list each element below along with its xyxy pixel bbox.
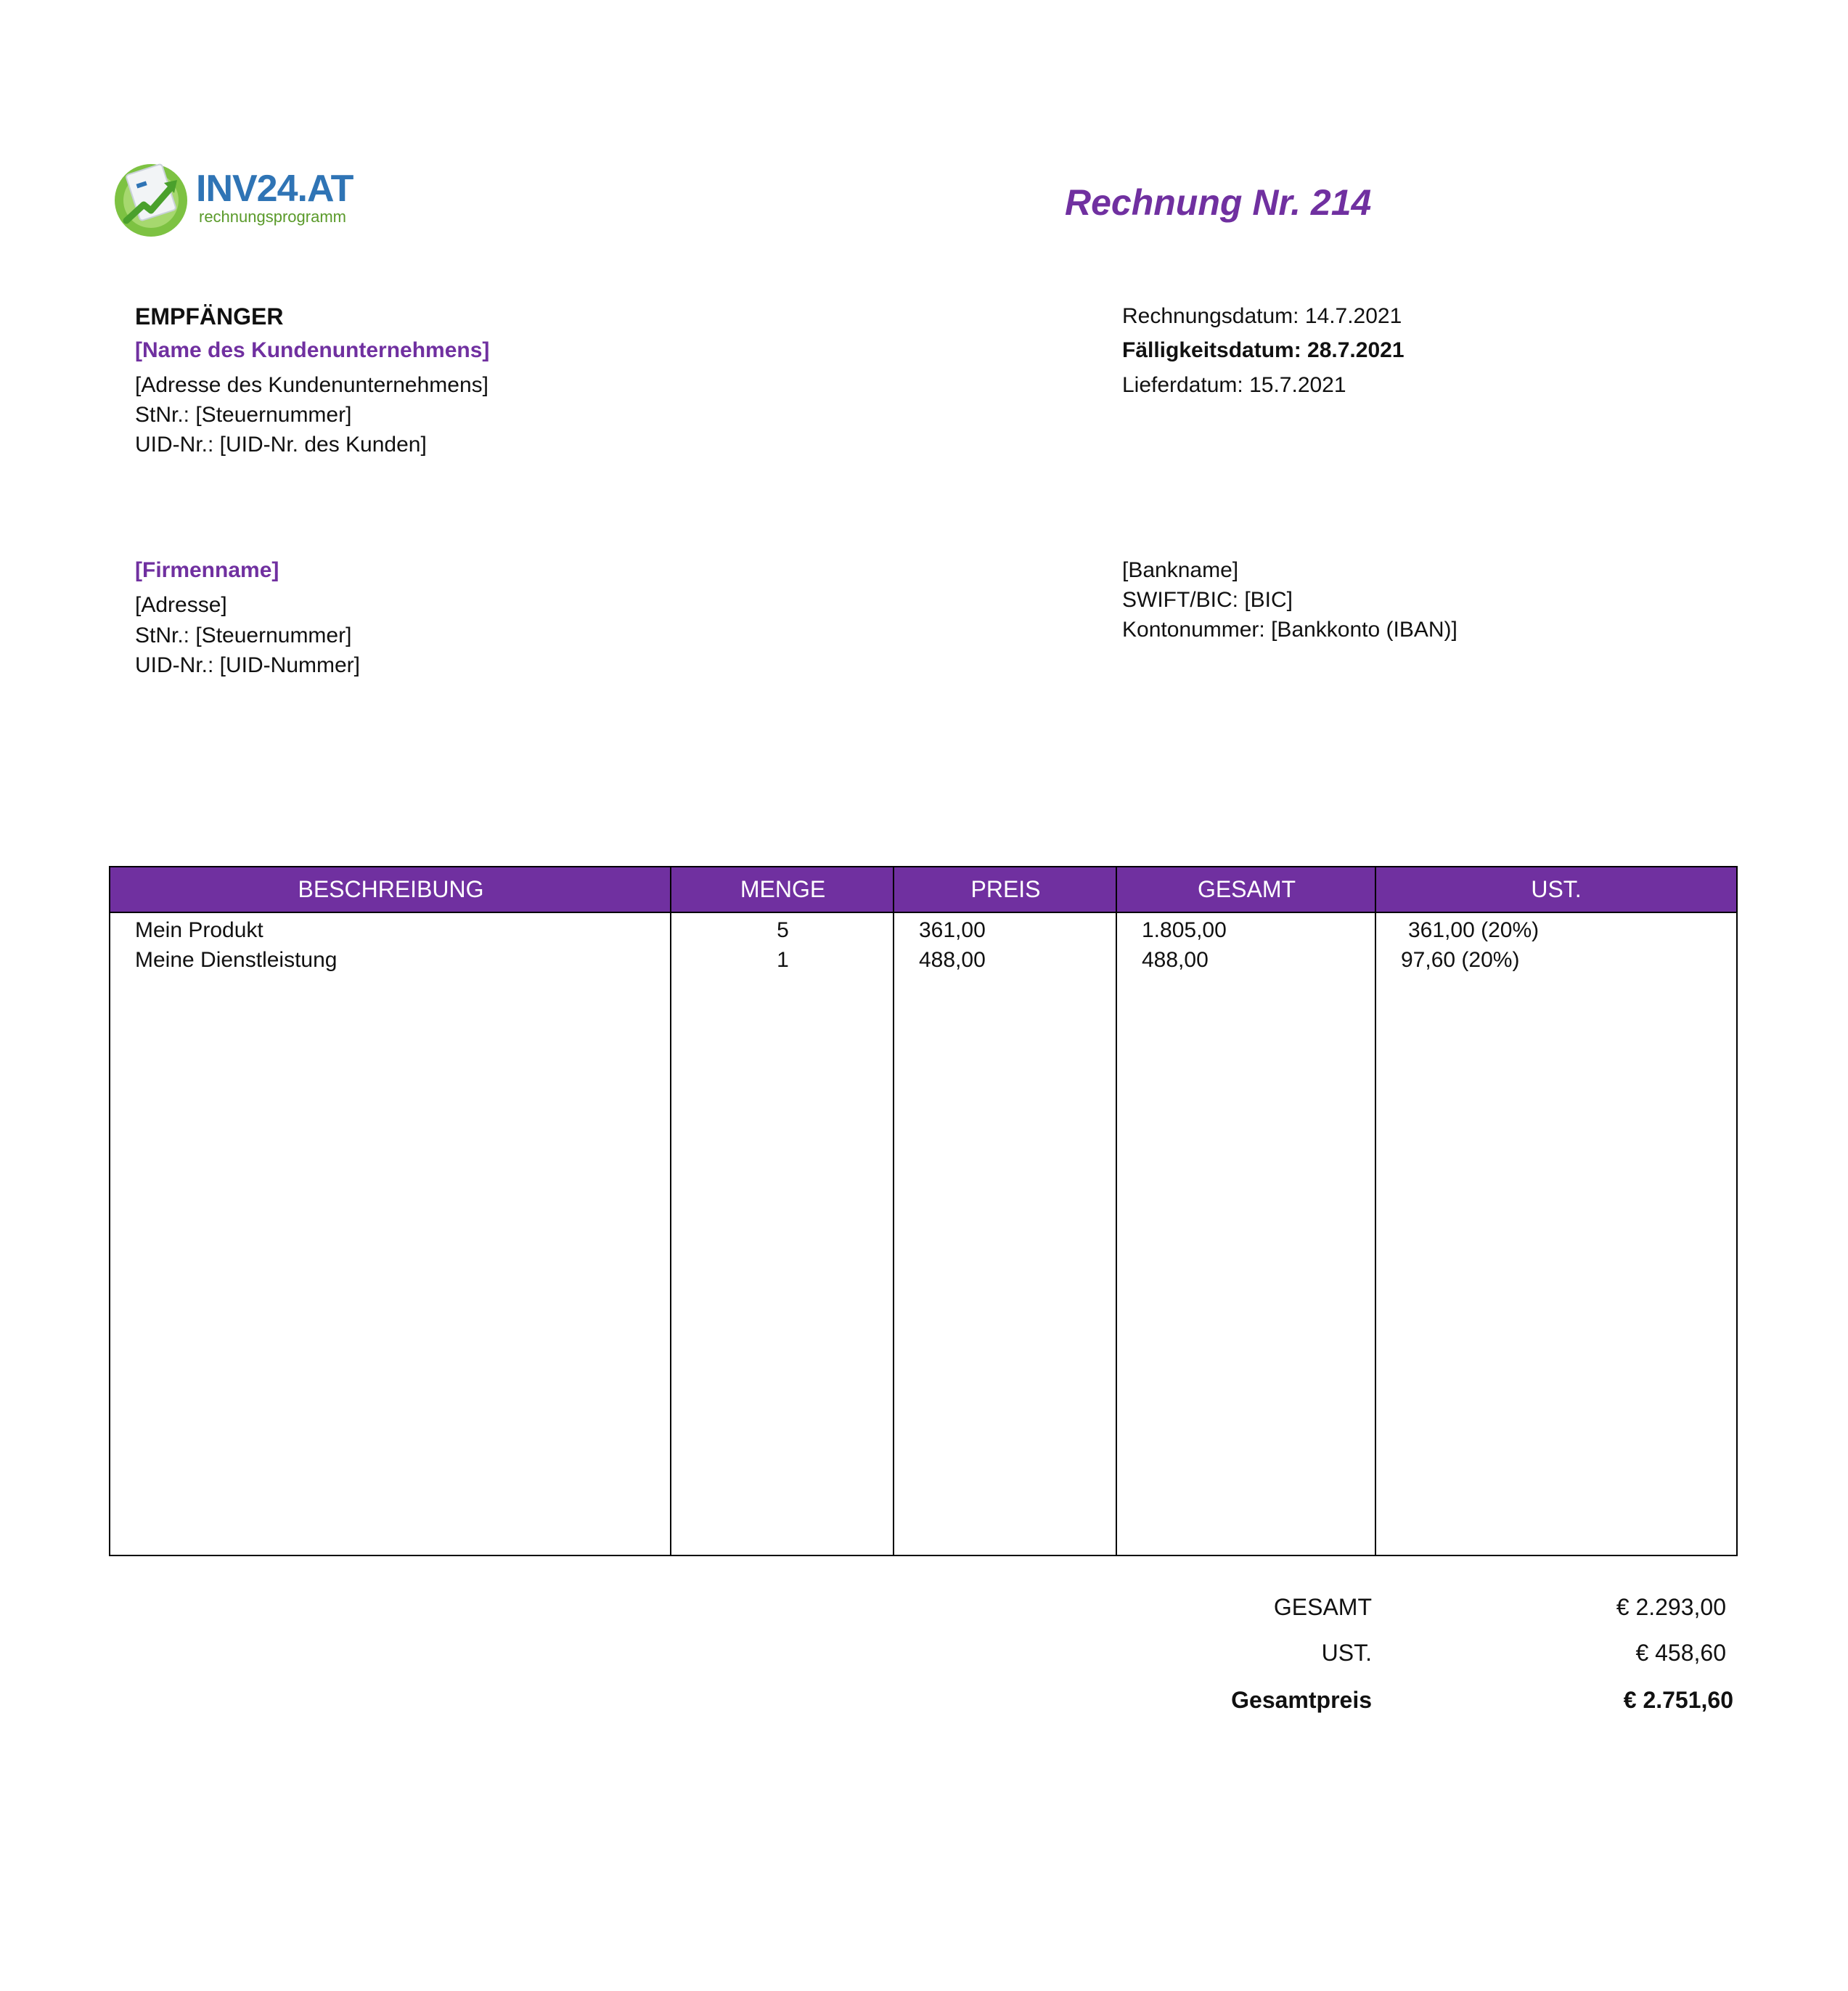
row-vat: 361,00 (20%) xyxy=(1408,918,1540,942)
delivery-date: Lieferdatum: 15.7.2021 xyxy=(1122,373,1346,397)
column-divider xyxy=(1375,867,1376,1555)
table-header xyxy=(110,867,1736,913)
row-description: Mein Produkt xyxy=(135,918,263,942)
grand-total-label: Gesamtpreis xyxy=(1231,1687,1372,1713)
row-description: Meine Dienstleistung xyxy=(135,948,338,972)
due-date: Fälligkeitsdatum: 28.7.2021 xyxy=(1122,338,1405,362)
vat-value: € 458,60 xyxy=(1635,1640,1726,1666)
invoice-date: Rechnungsdatum: 14.7.2021 xyxy=(1122,304,1402,328)
row-vat: 97,60 (20%) xyxy=(1401,948,1520,972)
invoice-title: Rechnung Nr. 214 xyxy=(1065,182,1372,223)
recipient-uid: UID-Nr.: [UID-Nr. des Kunden] xyxy=(135,433,427,457)
recipient-address: [Adresse des Kundenunternehmens] xyxy=(135,373,488,397)
bank-account: Kontonummer: [Bankkonto (IBAN)] xyxy=(1122,618,1457,642)
vat-label: UST. xyxy=(1321,1640,1372,1666)
grand-total-value: € 2.751,60 xyxy=(1623,1687,1733,1713)
row-total: 488,00 xyxy=(1142,948,1209,972)
row-price: 488,00 xyxy=(919,948,986,972)
recipient-heading: EMPFÄNGER xyxy=(135,303,284,330)
header-total: GESAMT xyxy=(1197,876,1296,902)
header-description: BESCHREIBUNG xyxy=(298,876,484,902)
sender-uid: UID-Nr.: [UID-Nummer] xyxy=(135,653,360,677)
row-quantity: 1 xyxy=(777,948,789,972)
logo-emblem-icon xyxy=(110,158,192,240)
logo-subtitle: rechnungsprogramm xyxy=(199,208,346,226)
row-price: 361,00 xyxy=(919,918,986,942)
header-price: PREIS xyxy=(970,876,1041,902)
header-quantity: MENGE xyxy=(740,876,826,902)
sender-tax-number: StNr.: [Steuernummer] xyxy=(135,624,352,647)
subtotal-value: € 2.293,00 xyxy=(1616,1594,1726,1620)
sender-name: [Firmenname] xyxy=(135,558,279,582)
bank-name: [Bankname] xyxy=(1122,558,1239,582)
logo-title: INV24.AT xyxy=(196,168,353,210)
subtotal-label: GESAMT xyxy=(1273,1594,1372,1620)
column-divider xyxy=(1116,867,1117,1555)
recipient-tax-number: StNr.: [Steuernummer] xyxy=(135,403,352,427)
sender-address: [Adresse] xyxy=(135,593,227,617)
bank-swift: SWIFT/BIC: [BIC] xyxy=(1122,588,1293,612)
items-table xyxy=(109,866,1738,1556)
recipient-name: [Name des Kundenunternehmens] xyxy=(135,338,490,362)
row-total: 1.805,00 xyxy=(1142,918,1227,942)
row-quantity: 5 xyxy=(777,918,789,942)
header-vat: UST. xyxy=(1531,876,1582,902)
